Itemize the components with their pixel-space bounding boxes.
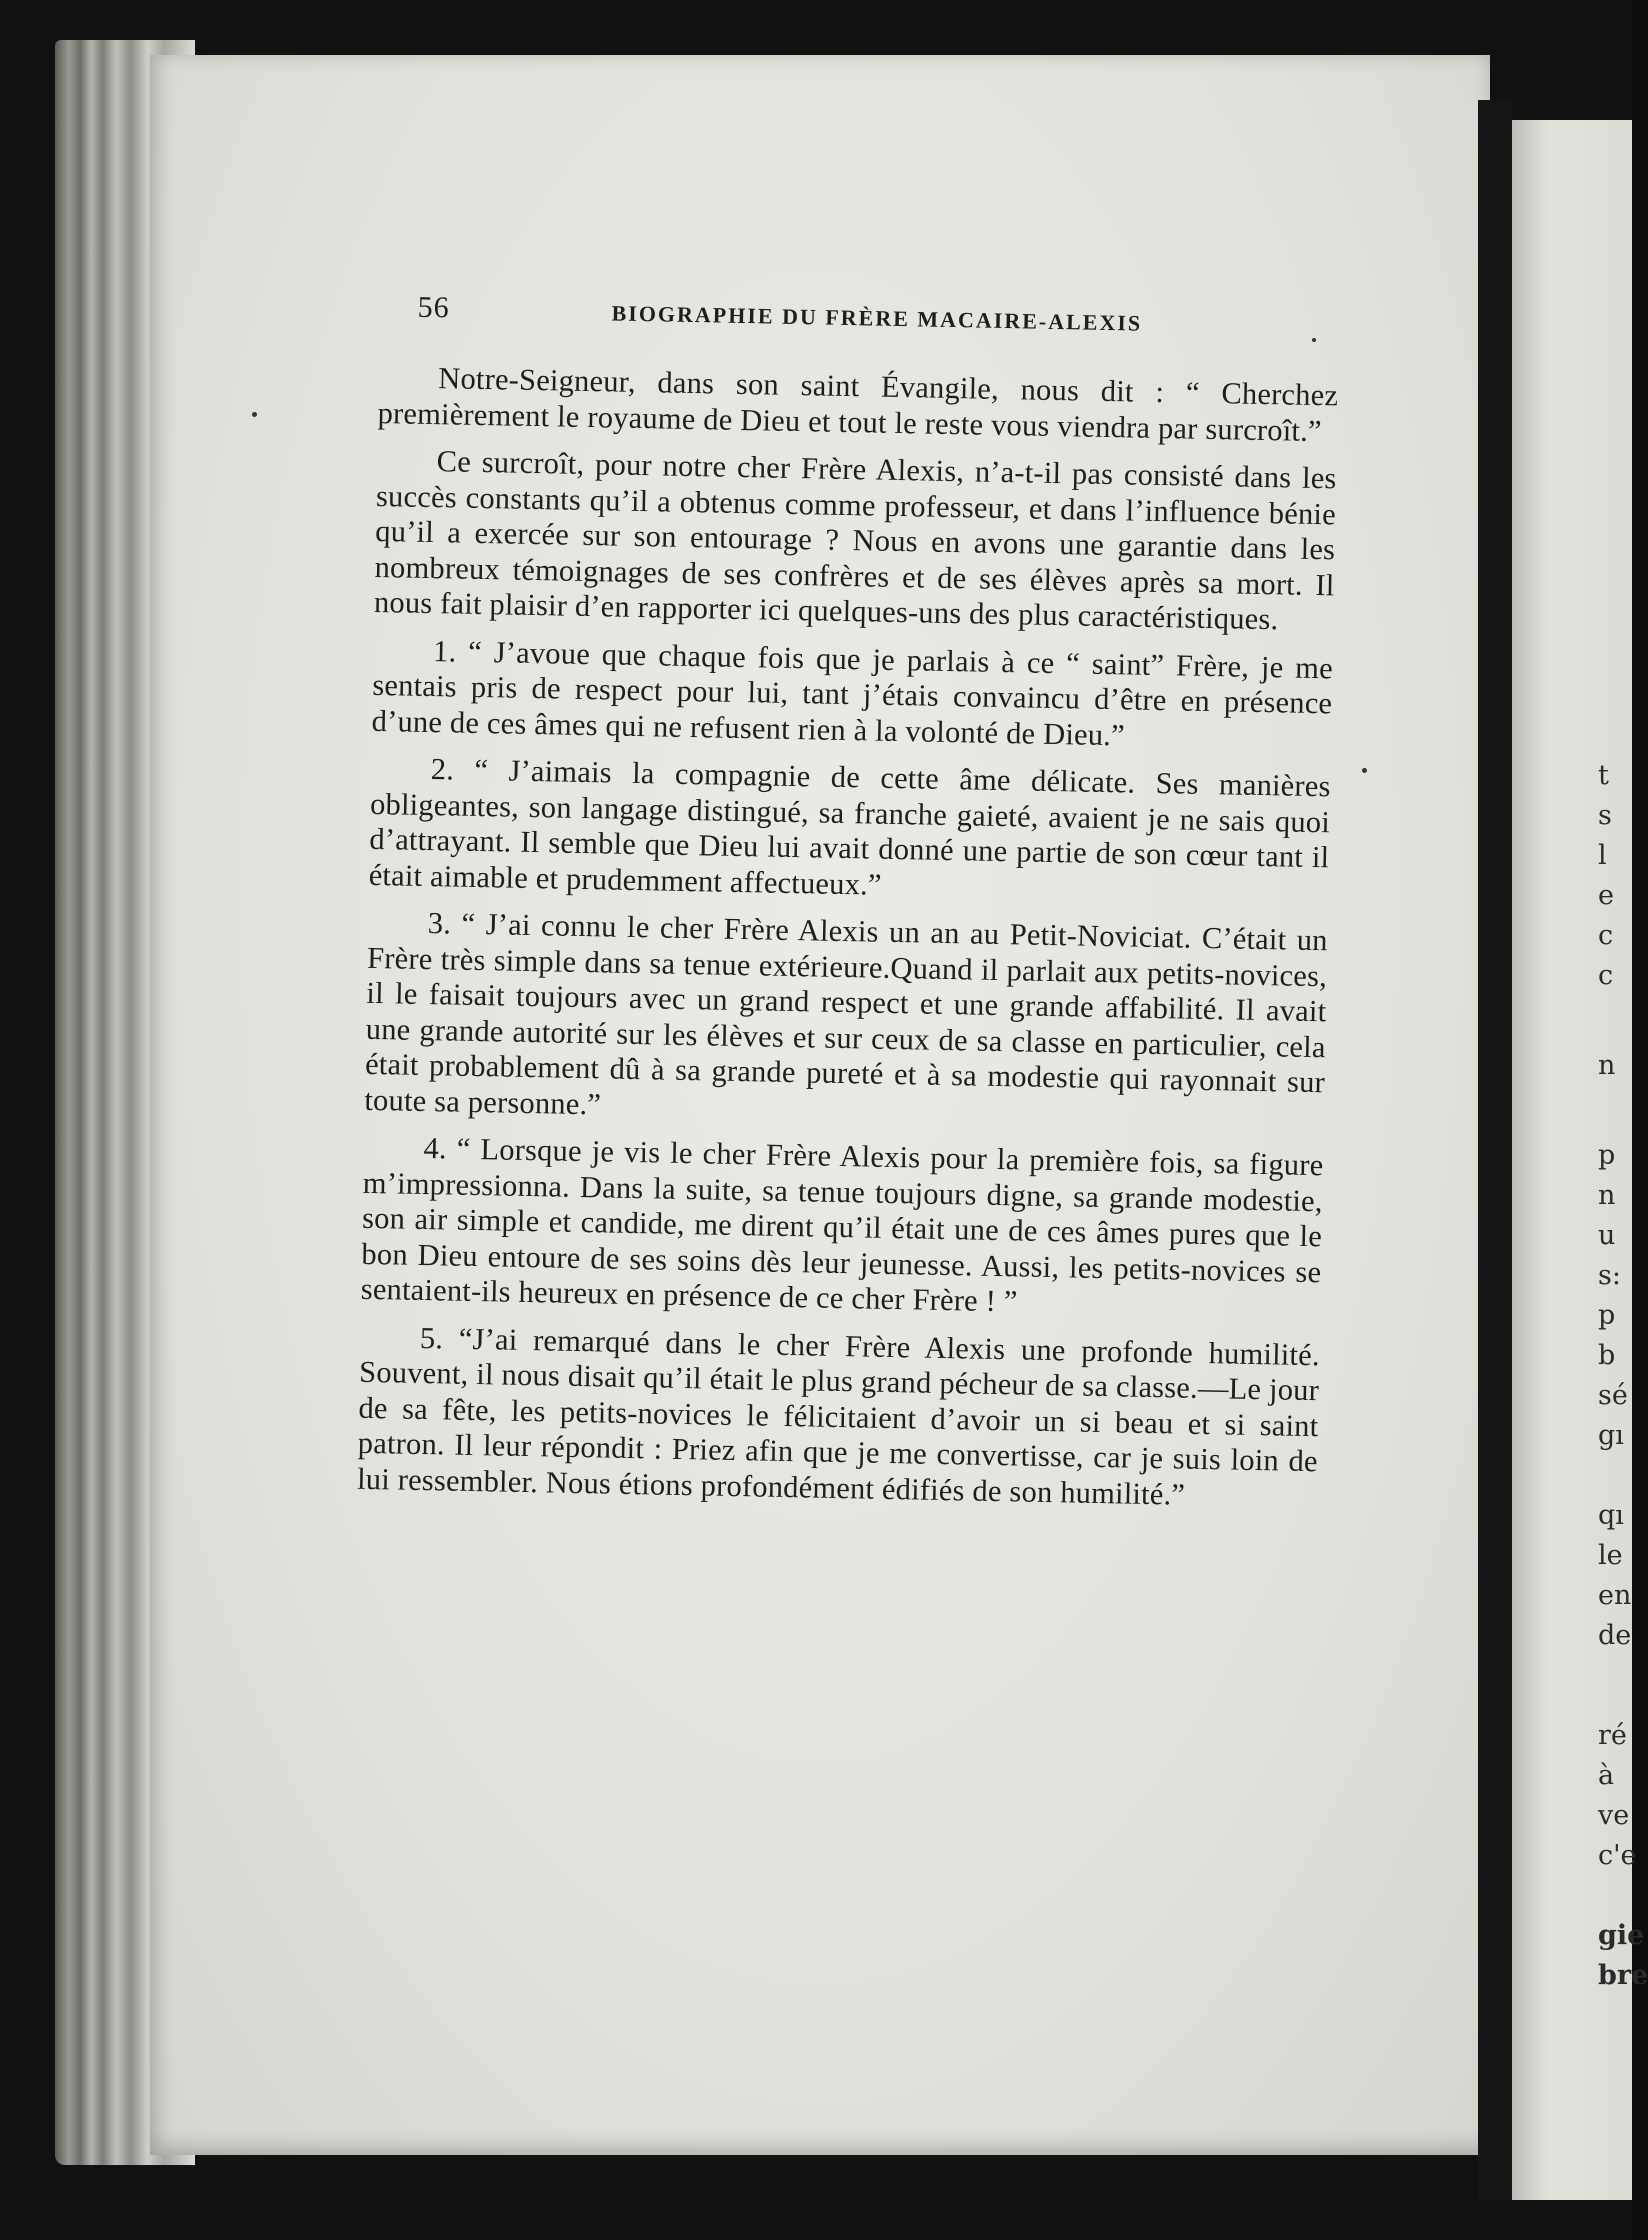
fragment: ré	[1598, 1720, 1627, 1751]
testimony-paragraph: 2. “ J’aimais la compagnie de cette âme délicate. Ses manières obligeantes, son langage distingué, sa franche gaieté, avaient je ne sais quoi d’attrayant. Il semble que Dieu lui avait donné une partie de son cœur tant il était aimable et prudemment affectueux.”	[368, 752, 1331, 902]
running-head: BIOGRAPHIE DU FRÈRE MACAIRE-ALEXIS	[611, 300, 1143, 336]
fragment: e	[1598, 880, 1614, 911]
fragment: s:	[1598, 1260, 1621, 1291]
scan-speck	[252, 412, 257, 417]
testimony-paragraph: 1. “ J’avoue que chaque fois que je parlais à ce “ saint” Frère, je me sentais pris de respect pour lui, tant j’étais convaincu d’être en présence d’une de ces âmes qui ne refusent rien à la volonté de Dieu.”	[371, 633, 1334, 752]
fragment: b	[1598, 1340, 1616, 1371]
fragment: t	[1598, 760, 1609, 791]
fragment: p	[1598, 1140, 1616, 1171]
fragment: le	[1598, 1540, 1623, 1571]
fragment: à	[1598, 1760, 1615, 1791]
fragment: ve	[1598, 1800, 1630, 1831]
fragment: n	[1598, 1050, 1616, 1081]
fragment: l	[1598, 840, 1607, 871]
fragment: s	[1598, 800, 1612, 831]
paragraph: Notre-Seigneur, dans son saint Évangile, nous dit : “ Cherchez premièrement le royaume de Dieu et tout le reste vous viendra par surcroît.”	[377, 361, 1339, 448]
fragment: de	[1598, 1620, 1632, 1651]
fragment: n	[1598, 1180, 1616, 1211]
page-number: 56	[417, 290, 450, 325]
fragment: sé	[1598, 1380, 1628, 1411]
testimony-paragraph: 3. “ J’ai connu le cher Frère Alexis un an au Petit-Noviciat. C’était un Frère très simple dans sa tenue extérieure.Quand il parlait aux petits-novices, il le faisait toujours avec un grand respect et une grande affabilité. Il avait une grande autorité sur les élèves et sur ceux de sa classe en particulier, cela était probablement dû à sa grande pureté et à sa modestie qui rayonnait sur toute sa personne.”	[364, 906, 1329, 1121]
fragment: qı	[1598, 1500, 1624, 1531]
fragment: bre	[1598, 1960, 1648, 1991]
testimony-paragraph: 5. “J’ai remarqué dans le cher Frère Alexis une profonde humilité. Souvent, il nous disait qu’il était le plus grand pécheur de sa classe.—Le jour de sa fête, les petits-novices le félicitaient d’avoir un si beau et si saint patron. Il leur répondit : Priez afin que je me convertisse, car je suis loin de lui ressembler. Nous étions profondément édifiés de son humilité.”	[356, 1320, 1321, 1512]
fragment: en	[1598, 1580, 1632, 1611]
fragment: c	[1598, 920, 1614, 951]
paragraph: Ce surcroît, pour notre cher Frère Alexis, n’a-t-il pas consisté dans les succès constants qu’il a obtenus comme professeur, et dans l’influence bénie qu’il a exercée sur son entourage ? Nous en avons une garantie dans les nombreux témoignages de ses confrères et de ses élèves après sa mort. Il nous fait plaisir d’en rapporter ici quelques-uns des plus caractéristiques.	[373, 444, 1337, 637]
fragment: c	[1598, 960, 1614, 991]
fragment: gı	[1598, 1420, 1624, 1451]
fragment: u	[1598, 1220, 1616, 1251]
fragment: gie	[1598, 1920, 1645, 1951]
testimony-paragraph: 4. “ Lorsque je vis le cher Frère Alexis pour la première fois, sa figure m’impressionna. Dans la suite, sa tenue toujours digne, sa grande modestie, son air simple et candide, me dirent qu’il était une de ces âmes pures que le bon Dieu entoure de ses soins dès leur jeunesse. Aussi, les petits-novices se sentaient-ils heureux en présence de ce cher Frère ! ”	[360, 1130, 1324, 1319]
fragment: c'e	[1598, 1840, 1637, 1871]
book-gutter	[1478, 100, 1512, 2200]
facing-page-text-fragments	[1598, 0, 1648, 2240]
page-text	[357, 290, 1340, 1527]
scan-speck	[1362, 768, 1367, 773]
fragment: p	[1598, 1300, 1616, 1331]
